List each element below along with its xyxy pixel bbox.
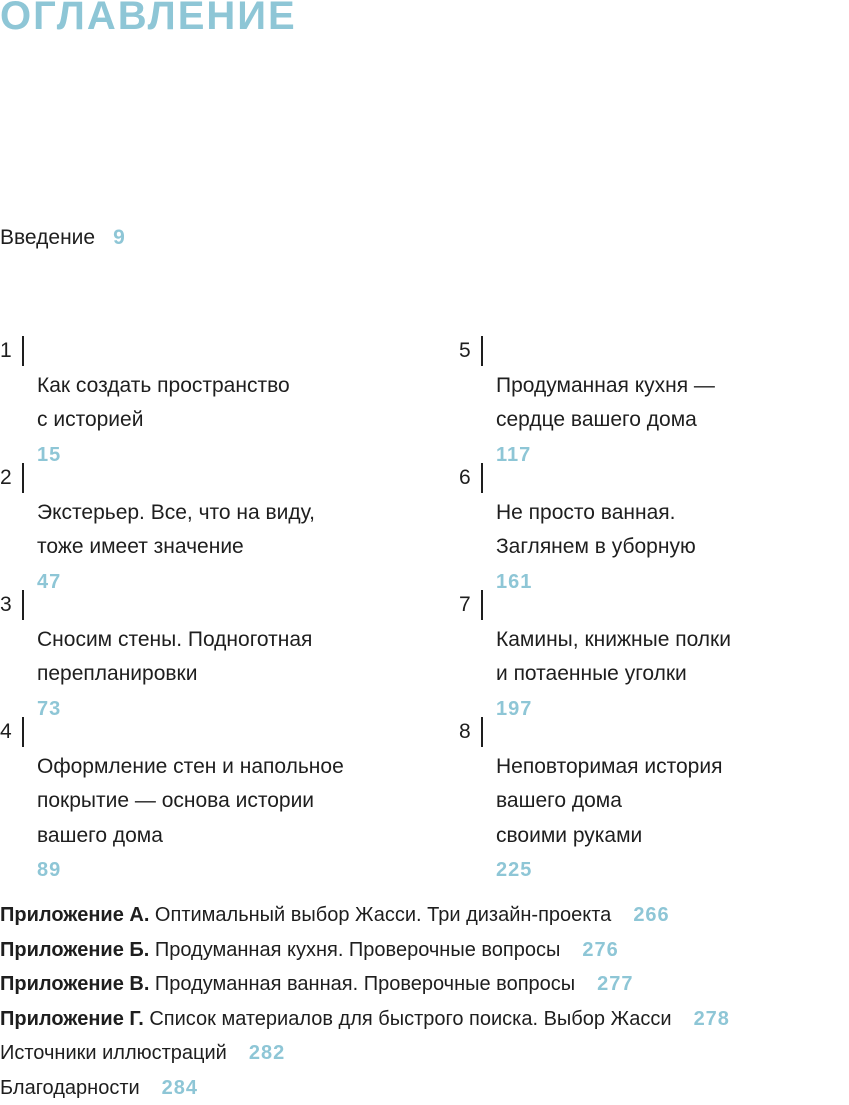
toc-appendix-b[interactable] <box>0 933 849 968</box>
chapter-title: Сносим стены. Подноготная перепланировки <box>37 628 312 686</box>
chapter-divider <box>22 463 24 493</box>
chapter-number: 7 <box>459 588 479 622</box>
appendix-label: Приложение В. <box>0 973 149 995</box>
chapter-page: 15 <box>37 438 417 473</box>
chapter-divider <box>22 590 24 620</box>
chapter-page: 161 <box>496 565 849 600</box>
appendix-title: Продуманная кухня. Проверочные вопросы <box>149 939 560 961</box>
toc-entry-intro[interactable] <box>0 224 126 252</box>
appendix-page: 282 <box>249 1042 285 1064</box>
appendix-page: 278 <box>694 1008 730 1030</box>
chapter-number: 1 <box>0 334 20 368</box>
chapter-title: Продуманная кухня — сердце вашего дома <box>496 374 715 432</box>
appendix-title: Источники иллюстраций <box>0 1042 227 1064</box>
appendix-title: Продуманная ванная. Проверочные вопросы <box>149 973 575 995</box>
chapter-divider <box>481 336 483 366</box>
appendix-label: Приложение Б. <box>0 939 149 961</box>
chapter-divider <box>481 463 483 493</box>
appendix-page: 276 <box>582 939 618 961</box>
chapter-page: 73 <box>37 692 417 727</box>
chapter-page: 89 <box>37 853 417 888</box>
appendix-label: Приложение А. <box>0 904 149 926</box>
chapter-number: 8 <box>459 715 479 749</box>
intro-page: 9 <box>113 226 126 249</box>
chapter-divider <box>481 590 483 620</box>
chapter-number: 6 <box>459 461 479 495</box>
chapter-page: 197 <box>496 692 849 727</box>
appendix-list <box>0 898 849 1105</box>
appendix-title: Список материалов для быстрого поиска. Выбор Жасси <box>144 1008 672 1030</box>
toc-appendix-v[interactable] <box>0 967 849 1002</box>
appendix-page: 266 <box>633 904 669 926</box>
chapter-title: Неповторимая история вашего дома своими руками <box>496 755 722 847</box>
chapter-title: Как создать пространство с историей <box>37 374 290 432</box>
toc-appendix-g[interactable] <box>0 1002 849 1037</box>
chapter-number: 2 <box>0 461 20 495</box>
page-title: ОГЛАВЛЕНИЕ <box>0 0 297 39</box>
chapter-title: Камины, книжные полки и потаенные уголки <box>496 628 731 686</box>
chapter-number: 4 <box>0 715 20 749</box>
appendix-page: 277 <box>597 973 633 995</box>
toc-appendix-a[interactable] <box>0 898 849 933</box>
appendix-title: Оптимальный выбор Жасси. Три дизайн-проекта <box>149 904 611 926</box>
chapter-divider <box>22 336 24 366</box>
chapter-title: Экстерьер. Все, что на виду, тоже имеет значение <box>37 501 315 559</box>
toc-illustration-sources[interactable] <box>0 1036 849 1071</box>
appendix-page: 284 <box>162 1077 198 1099</box>
chapter-page: 47 <box>37 565 417 600</box>
chapter-title: Не просто ванная. Заглянем в уборную <box>496 501 696 559</box>
chapter-page: 225 <box>496 853 849 888</box>
appendix-title: Благодарности <box>0 1077 140 1099</box>
intro-label: Введение <box>0 226 95 249</box>
chapter-number: 3 <box>0 588 20 622</box>
chapter-divider <box>22 717 24 747</box>
chapter-title: Оформление стен и напольное покрытие — основа истории вашего дома <box>37 755 344 847</box>
chapter-divider <box>481 717 483 747</box>
chapter-page: 117 <box>496 438 849 473</box>
chapter-number: 5 <box>459 334 479 368</box>
appendix-label: Приложение Г. <box>0 1008 144 1030</box>
